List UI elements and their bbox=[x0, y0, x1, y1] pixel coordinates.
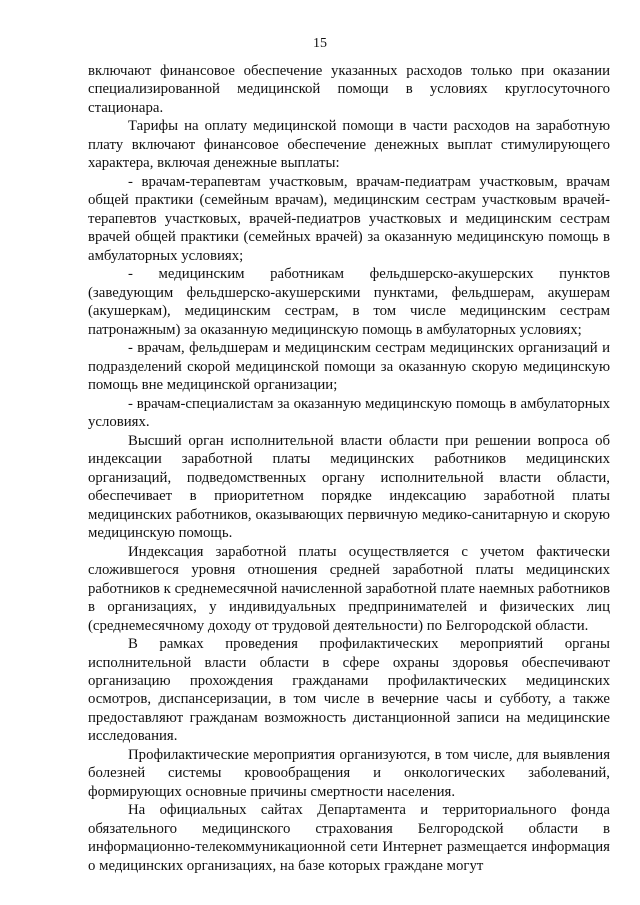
page-number: 15 bbox=[313, 36, 327, 51]
paragraph: - врачам-специалистам за оказанную медицинскую помощь в амбулаторных условиях. bbox=[88, 395, 610, 431]
paragraph: На официальных сайтах Департамента и территориального фонда обязательного медицинского страхования Белгородской области в информационно-телекоммуникационной сети Интернет размещается информация о медицинских организациях, на базе которых граждане могут bbox=[88, 802, 610, 874]
paragraph: - врачам, фельдшерам и медицинским сестрам медицинских организаций и подразделений скорой медицинской помощи за оказанную скорую медицинскую помощь вне медицинской организации; bbox=[88, 340, 610, 394]
paragraph: Индексация заработной платы осуществляется с учетом фактически сложившегося уровня отношения средней заработной платы медицинских работников к среднемесячной начисленной заработной плате наемных работников в организациях, у индивидуальных предпринимателей и физических лиц (среднемесячному доходу от трудовой деятельности) по Белгородской области. bbox=[88, 543, 610, 634]
document-body bbox=[88, 62, 610, 875]
paragraph: - медицинским работникам фельдшерско-акушерских пунктов (заведующим фельдшерско-акушерскими пунктами, фельдшерам, акушерам (акушеркам), медицинским сестрам, в том числе медицинским сестрам патронажным) за оказанную медицинскую помощь в амбулаторных условиях; bbox=[88, 266, 610, 338]
paragraph: Профилактические мероприятия организуются, в том числе, для выявления болезней системы кровообращения и онкологических заболеваний, формирующих основные причины смертности населения. bbox=[88, 746, 610, 800]
paragraph: Тарифы на оплату медицинской помощи в части расходов на заработную плату включают финансовое обеспечение денежных выплат стимулирующего характера, включая денежные выплаты: bbox=[88, 118, 610, 172]
paragraph: включают финансовое обеспечение указанных расходов только при оказании специализированной медицинской помощи в условиях круглосуточного стационара. bbox=[88, 63, 610, 116]
paragraph: В рамках проведения профилактических мероприятий органы исполнительной власти области в сфере охраны здоровья обеспечивают организацию прохождения гражданами профилактических медицинских осмотров, диспансеризации, в том числе в вечерние часы и субботу, а также предоставляют гражданам возможность дистанционной записи на медицинские исследования. bbox=[88, 636, 610, 745]
paragraph: - врачам-терапевтам участковым, врачам-педиатрам участковым, врачам общей практики (семейным врачам), медицинским сестрам участковым врачей-терапевтов участковых, врачей-педиатров участковых и медицинским сестрам врачей общей практики (семейных врачей) за оказанную медицинскую помощь в амбулаторных условиях; bbox=[88, 173, 610, 264]
paragraph: Высший орган исполнительной власти области при решении вопроса об индексации заработной платы медицинских работников медицинских организаций, подведомственных органу исполнительной власти области, обеспечивает в приоритетном порядке индексацию заработной платы медицинских работников, оказывающих первичную медико-санитарную и скорую медицинскую помощь. bbox=[88, 432, 610, 542]
